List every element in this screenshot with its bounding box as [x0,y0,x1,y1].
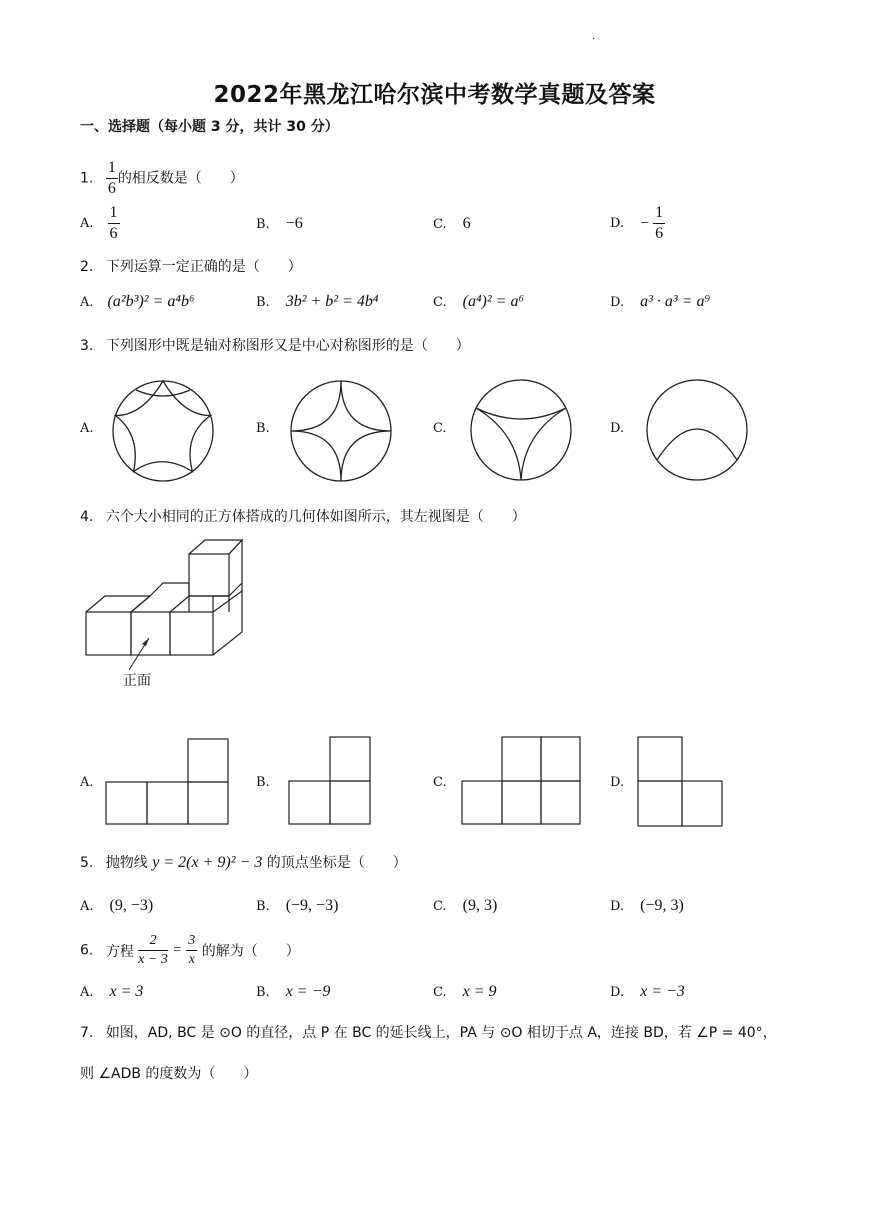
option-letter: C. [433,217,447,232]
option-letter: D. [610,985,625,1000]
q3-option-b-letter: B. [256,421,270,436]
q4-option-c-figure[interactable] [460,736,582,826]
question-text-post: 的解为（ ） [201,943,300,960]
option-letter: A. [80,216,94,232]
q3-option-b-figure[interactable] [289,379,393,483]
q5-option-d[interactable] [610,897,684,915]
question-text-pre: 方程 [105,943,134,960]
question-number: 4. [80,509,94,525]
option-value: (a²b³)² = a⁴b⁶ [107,293,195,310]
question-number: 2. [80,259,94,275]
q4-option-b-figure[interactable] [287,736,373,826]
front-label: 正面 [123,673,151,689]
q6-option-d[interactable] [610,983,685,1001]
option-letter: C. [433,985,447,1000]
q5-option-b[interactable] [256,897,338,915]
parabola-equation: y = 2(x + 9)² − 3 [152,854,263,871]
question-7 [80,1022,777,1042]
header-dot: · [592,34,596,45]
fraction [108,205,120,242]
denominator: 6 [109,225,118,242]
option-value: −6 [285,215,303,232]
q6-option-a[interactable] [80,983,143,1001]
page-title: 2022年黑龙江哈尔滨中考数学真题及答案 [213,82,656,108]
q1-option-a[interactable] [80,205,120,242]
q6-option-c[interactable] [433,983,497,1001]
lhs-fraction [138,934,168,967]
q2-option-b[interactable] [256,293,378,311]
denominator: x − 3 [138,952,168,967]
option-value: 6 [462,215,471,232]
option-letter: D. [610,216,625,232]
q4-option-a-letter: A. [80,775,94,790]
question-6 [80,934,300,967]
q5-option-a[interactable] [80,897,153,915]
q4-option-d-figure[interactable] [636,736,726,828]
q3-option-d-figure[interactable] [645,378,749,482]
option-value: x = −9 [285,983,331,1000]
q1-option-b[interactable] [256,215,303,233]
q4-option-b-letter: B. [256,775,270,790]
option-letter: A. [80,899,94,914]
question-text-post: 的顶点坐标是（ ） [266,855,407,871]
semicircle-arc [657,429,737,460]
section-heading: 一、选择题（每小题 3 分，共计 30 分） [80,119,339,135]
q5-option-c[interactable] [433,897,497,915]
question-1 [80,160,244,197]
question-text-pre: 抛物线 [105,855,148,871]
q2-option-a[interactable] [80,293,195,311]
q3-option-a-figure[interactable] [110,378,216,484]
question-4 [80,506,526,526]
option-letter: A. [80,985,94,1000]
denominator: x [188,952,195,967]
numerator: 2 [138,934,168,951]
q1-option-c[interactable] [433,215,471,233]
denominator: 6 [655,225,664,242]
q3-option-a-letter: A. [80,421,94,436]
option-value: x = −3 [640,983,685,1000]
option-letter: B. [256,295,270,310]
option-letter: D. [610,295,625,310]
option-value: (9, 3) [462,897,498,914]
q2-option-d[interactable] [610,293,710,311]
option-value: (−9, −3) [285,897,339,914]
numerator: 1 [653,205,665,224]
question-text: 下列运算一定正确的是（ ） [105,259,302,275]
question-2 [80,256,302,276]
question-number: 3. [80,338,94,354]
q1-option-d[interactable] [610,205,665,242]
numerator: 3 [186,934,197,951]
question-number: 5. [80,855,94,871]
option-letter: C. [433,295,447,310]
question-text-line1: 如图，AD, BC 是 ⊙O 的直径，点 P 在 BC 的延长线上，PA 与 ⊙O 相切于点 A，连接 BD，若 ∠P = 40°， [105,1025,777,1041]
option-letter: B. [256,985,270,1000]
q2-option-c[interactable] [433,293,524,311]
denominator: 6 [107,180,116,197]
option-value: x = 9 [462,983,497,1000]
numerator: 1 [108,205,120,224]
q4-option-c-letter: C. [433,775,447,790]
question-text: 的相反数是（ ） [117,170,244,187]
option-letter: B. [256,217,270,232]
question-number: 1. [80,170,94,187]
q3-option-c-letter: C. [433,421,447,436]
arrow-head [142,638,149,646]
minus-sign: − [640,214,650,232]
q3-option-d-letter: D. [610,421,625,436]
equals-sign: = [172,942,182,958]
q4-option-a-figure[interactable] [104,738,230,826]
option-value: x = 3 [109,983,144,1000]
question-5 [80,852,407,872]
q6-option-b[interactable] [256,983,330,1001]
option-value: (a⁴)² = a⁶ [462,293,524,310]
fraction [106,160,118,197]
numerator: 1 [106,160,118,179]
question-7-line2: 则 ∠ADB 的度数为（ ） [80,1066,258,1082]
q4-option-d-letter: D. [610,775,625,790]
question-3 [80,335,470,355]
option-letter: D. [610,899,625,914]
option-value: a³ · a³ = a⁹ [640,293,711,310]
option-value: (−9, 3) [640,897,684,914]
q4-solid-figure [85,538,250,663]
question-number: 6. [80,942,94,959]
question-text: 下列图形中既是轴对称图形又是中心对称图形的是（ ） [105,338,470,354]
option-letter: B. [256,899,270,914]
question-text: 六个大小相同的正方体搭成的几何体如图所示，其左视图是（ ） [105,509,526,525]
rhs-fraction [186,934,197,967]
fraction [653,205,665,242]
option-letter: A. [80,295,94,310]
option-value: (9, −3) [109,897,154,914]
option-letter: C. [433,899,447,914]
question-number: 7. [80,1025,94,1041]
option-value: 3b² + b² = 4b⁴ [285,293,379,310]
q3-option-c-figure[interactable] [469,378,573,482]
